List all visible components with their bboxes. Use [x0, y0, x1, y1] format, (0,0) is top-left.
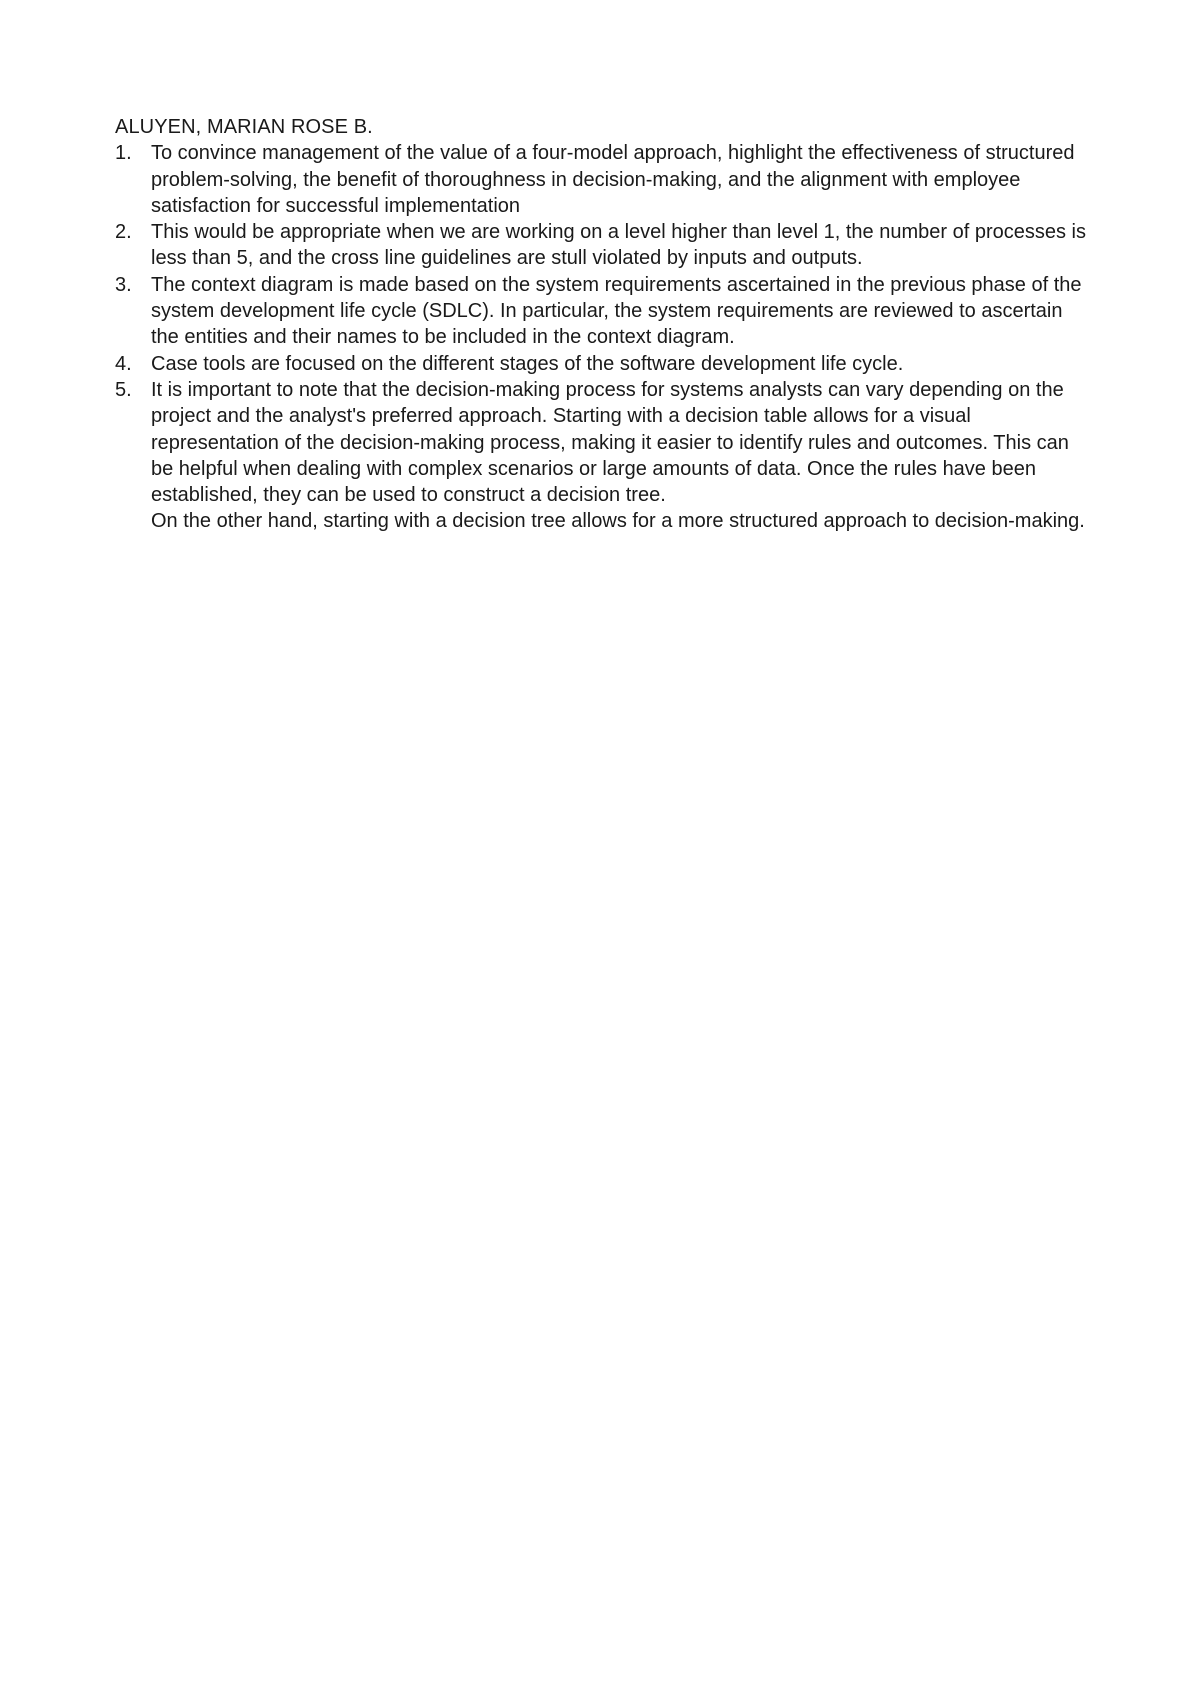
answer-number: 1.	[115, 142, 132, 165]
answer-text-continuation: On the other hand, starting with a decision tree allows for a more structured approach to decision-making.	[151, 510, 1085, 533]
answer-list	[115, 140, 1090, 534]
answer-text: To convince management of the value of a four-model approach, highlight the effectiveness of structured problem-solving, the benefit of thoroughness in decision-making, and the alignment with employee satisfaction for successful implementation	[151, 142, 1075, 217]
answer-text: It is important to note that the decision-making process for systems analysts can vary depending on the project and the analyst's preferred approach. Starting with a decision table allows for a visual representation of the decision-making process, making it easier to identify rules and outcomes. This can be helpful when dealing with complex scenarios or large amounts of data. Once the rules have been established, they can be used to construct a decision tree.	[151, 378, 1069, 507]
answer-text: The context diagram is made based on the system requirements ascertained in the previous phase of the system development life cycle (SDLC). In particular, the system requirements are reviewed to ascertain the entities and their names to be included in the context diagram.	[151, 273, 1082, 349]
answer-item-1	[115, 140, 1090, 219]
answer-item-2	[115, 219, 1090, 272]
author-name: ALUYEN, MARIAN ROSE B.	[115, 116, 373, 138]
answer-text: Case tools are focused on the different stages of the software development life cycle.	[151, 352, 904, 375]
answer-number: 5.	[115, 378, 132, 401]
answer-number: 2.	[115, 221, 132, 244]
answer-item-3	[115, 272, 1090, 351]
answer-item-4	[115, 351, 1090, 377]
document-content	[115, 114, 1090, 535]
answer-text: This would be appropriate when we are working on a level higher than level 1, the number of processes is less than 5, and the cross line guidelines are stull violated by inputs and outputs.	[151, 221, 1086, 270]
answer-number: 4.	[115, 352, 132, 375]
answer-number: 3.	[115, 273, 132, 296]
answer-item-5	[115, 377, 1090, 535]
